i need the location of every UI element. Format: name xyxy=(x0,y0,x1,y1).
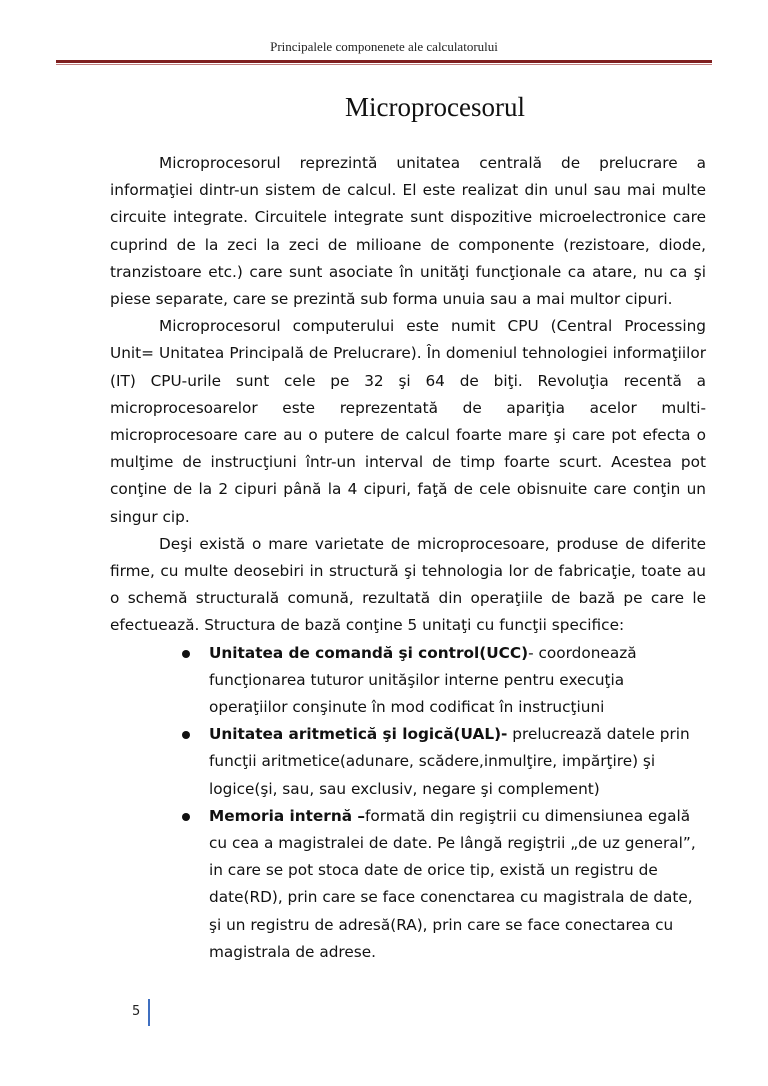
running-header: Principalele componenete ale calculatorului xyxy=(270,39,498,54)
list-item-text: - coordonează funcţionarea tuturor unităşilor interne pentru execuţia operaţiilor conşinute în mod codificat în instrucţiuni xyxy=(209,643,637,717)
list-item-text: prelucrează datele prin funcţii aritmetice(adunare, scădere,inmulţire, impărţire) şi logice(şi, sau, sau exclusiv, negare şi complement) xyxy=(209,725,690,798)
paragraph: Microprocesorul computerului este numit CPU (Central Processing Unit= Unitatea Principală de Prelucrare). În domeniul tehnologiei informaţiilor (IT) CPU-urile sunt cele pe 32 şi 64 de biţi. Revoluţia recentă a microprocesoarelor este reprezentată de apariţia acelor multi-microprocesoare care au o putere de calcul foarte mare şi care pot efecta o mulţime de instrucţiuni într-un interval de timp foarte scurt. Acestea pot conţine de la 2 cipuri până la 4 cipuri, faţă de cele obisnuite care conţin un singur cip. xyxy=(110,317,706,526)
list-item-text: formată din regiştrii cu dimensiunea egală cu cea a magistralei de date. Pe lângă regiştrii „de uz general”, in care se pot stoca date de orice tip, există un registru de date(RD), prin care se face conenctarea cu magistrala de date, şi un registru de adresă(RA), prin care se face conectarea cu magistrala de adrese. xyxy=(209,806,696,961)
bullet-icon xyxy=(182,813,190,821)
page-title: Microprocesorul xyxy=(345,92,525,122)
footer-bar xyxy=(148,999,150,1026)
header-rule-thin xyxy=(56,64,712,65)
list-item xyxy=(209,803,706,966)
list-item-term: Unitatea de comandă şi control(UCC) xyxy=(209,643,529,662)
list-item xyxy=(209,640,706,722)
bullet-icon xyxy=(182,731,190,739)
body-text xyxy=(110,150,706,966)
page-number: 5 xyxy=(132,1004,141,1019)
paragraph: Microprocesorul reprezintă unitatea centrală de prelucrare a informaţiei dintr-un sistem de calcul. El este realizat din unul sau mai multe circuite integrate. Circuitele integrate sunt dispozitive microelectronice care cuprind de la zeci la zeci de milioane de componente (rezistoare, diode, tranzistoare etc.) care sunt asociate în unităţi funcţionale ca atare, nu ca şi piese separate, care se prezintă sub forma unuia sau a mai multor cipuri. xyxy=(110,154,706,309)
list-item-term: Memoria internă – xyxy=(209,806,366,825)
bullet-list xyxy=(110,640,706,966)
bullet-icon xyxy=(182,650,190,658)
list-item xyxy=(209,721,706,803)
paragraph: Deşi există o mare varietate de microprocesoare, produse de diferite firme, cu multe deosebiri in structură şi tehnologia lor de fabricaţie, toate au o schemă structurală comună, rezultată din operaţiile de bază pe care le efectuează. Structura de bază conţine 5 unitaţi cu funcţii specifice: xyxy=(110,534,706,635)
list-item-term: Unitatea aritmetică şi logică(UAL)- xyxy=(209,725,508,744)
header-rule xyxy=(56,60,712,63)
